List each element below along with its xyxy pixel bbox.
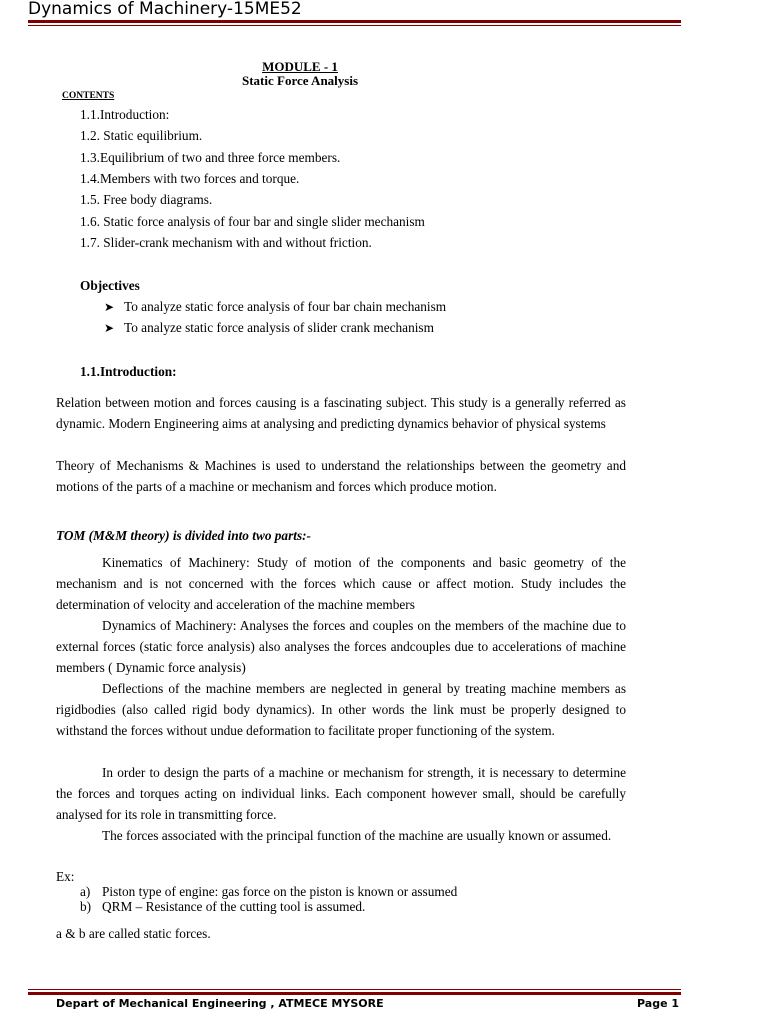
tom-heading: TOM (M&M theory) is divided into two parts:- [56,528,311,543]
arrow-bullet-icon: ➤ [104,300,115,314]
page-header-title: Dynamics of Machinery-15ME52 [28,0,302,19]
example-item [80,884,457,899]
footer-page-number: Page 1 [637,997,680,1010]
examples-label: Ex: [56,869,75,884]
example-marker: b) [80,899,92,914]
header-rule-thin [28,25,681,26]
kinematics-paragraph: Kinematics of Machinery: Study of motion of the components and basic geometry of the mechanism and is not concerned with the forces which cause or affect motion. Study includes the determination of velocity and acceleration of the machine members [56,555,626,612]
objective-item [104,320,434,336]
deflections-paragraph: Deflections of the machine members are neglected in general by treating machine members as rigidbodies (also called rigid body dynamics). In other words the link must be properly designed to withstand the forces without undue deformation to facilitate proper functioning of the system. [56,681,626,738]
module-subtitle: Static Force Analysis [241,73,359,88]
toc-item: 1.1.Introduction: [80,107,170,122]
intro-paragraph: Relation between motion and forces causing is a fascinating subject. This study is a generally referred as dynamic. Modern Engineering aims at analysing and predicting dynamics behavior of physical systems [56,395,626,431]
dynamics-paragraph: Dynamics of Machinery: Analyses the forces and couples on the members of the machine due to external forces (static force analysis) also analyses the forces andcouples due to accelerations of machine members ( Dynamic force analysis) [56,618,626,675]
objective-text: To analyze static force analysis of four bar chain mechanism [124,299,447,314]
header-rule [28,20,681,23]
toc-item: 1.4.Members with two forces and torque. [80,171,300,186]
forces-paragraph: The forces associated with the principal function of the machine are usually known or assumed. [102,828,612,843]
design-paragraph: In order to design the parts of a machine or mechanism for strength, it is necessary to determine the forces and torques acting on individual links. Each component however small, should be carefully analysed for its role in transmitting force. [56,765,626,822]
toc-item: 1.3.Equilibrium of two and three force members. [80,150,341,165]
introduction-heading: 1.1.Introduction: [80,364,177,379]
footer-department: Depart of Mechanical Engineering , ATMECE MYSORE [56,997,384,1010]
toc-item: 1.6. Static force analysis of four bar and single slider mechanism [80,214,425,229]
footer-rule-thin [28,989,681,990]
example-marker: a) [80,884,91,899]
examples-closing: a & b are called static forces. [56,926,211,941]
intro-paragraph: Theory of Mechanisms & Machines is used to understand the relationships between the geometry and motions of the parts of a machine or mechanism and forces which produce motion. [56,458,626,494]
toc-item: 1.5. Free body diagrams. [80,192,213,207]
module-title: MODULE - 1 [262,59,338,74]
footer-rule [28,992,681,995]
arrow-bullet-icon: ➤ [104,321,115,335]
example-item [80,899,365,914]
objective-text: To analyze static force analysis of slider crank mechanism [124,320,434,335]
example-text: Piston type of engine: gas force on the piston is known or assumed [102,884,458,899]
example-text: QRM – Resistance of the cutting tool is assumed. [102,899,366,914]
contents-label: CONTENTS [62,91,115,101]
toc-item: 1.7. Slider-crank mechanism with and without friction. [80,235,372,250]
objectives-heading: Objectives [80,278,140,293]
toc-item: 1.2. Static equilibrium. [80,128,203,143]
objective-item [104,299,446,315]
